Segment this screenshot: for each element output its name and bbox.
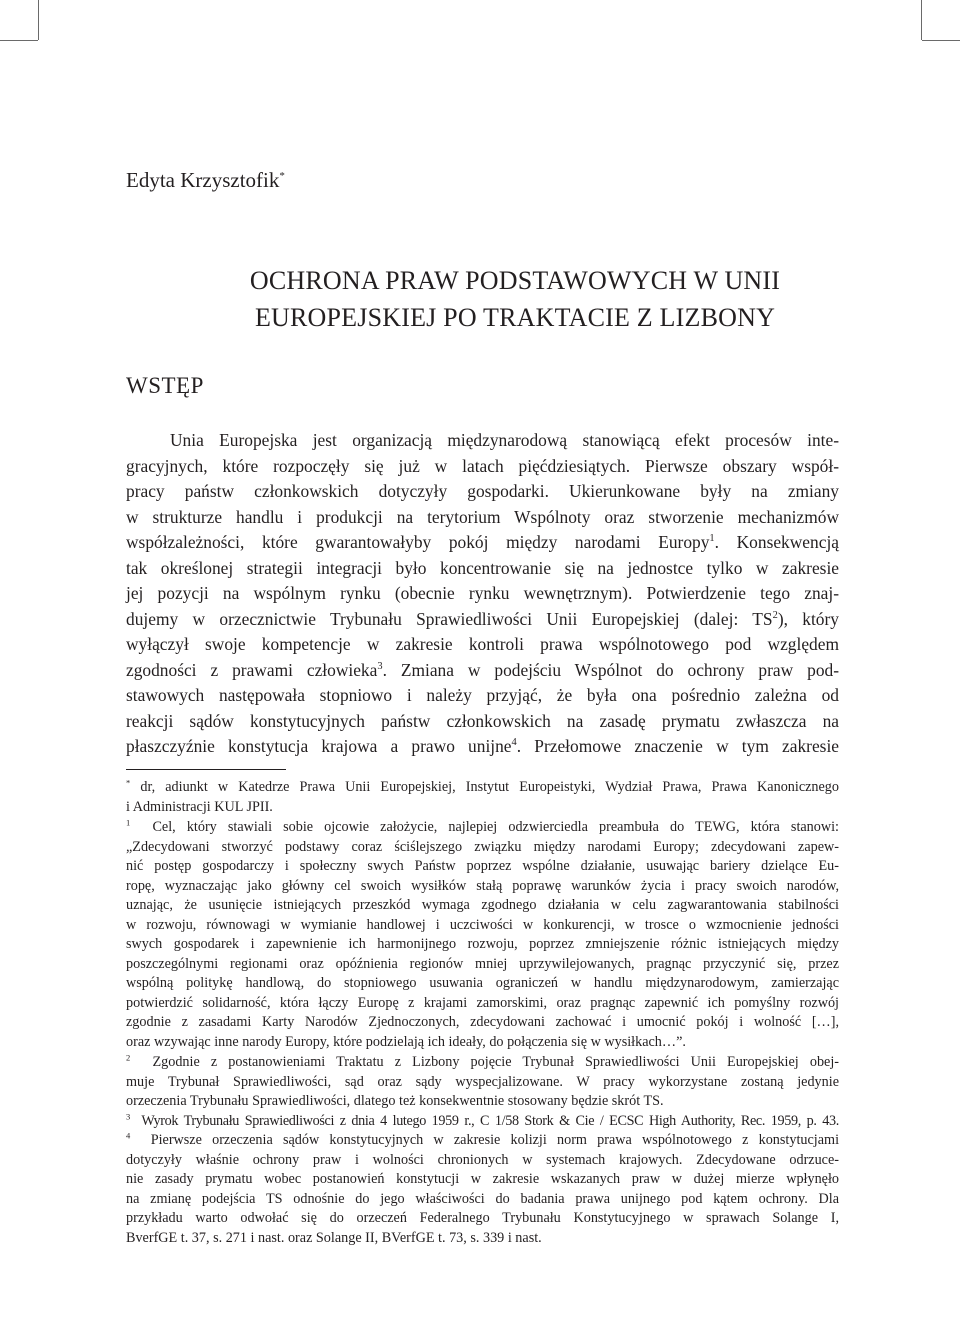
footnote-line [126,1131,839,1151]
footnote-line: orzeczenia Trybunału Sprawiedliwości, dlatego też konsekwentnie stosowany będzie skrót TS. [126,1093,664,1109]
body-line [126,530,839,556]
footnote-line: potwierdzić solidarność, która łączy Europę z krajami zamorskimi, oraz pragnąc zapewnić ich pomyślny rozwój [126,994,839,1011]
body-text-span: ), który [777,608,839,629]
footnote-line: i Administracji KUL JPII. [126,798,273,815]
body-line: tak określonej strategii integracji było koncentrowanie się na jednostce tylko w zakresie [126,557,839,578]
body-line: reakcji sądów konstytucyjnych państw członkowskich na zasadę prymatu zwłaszcza na [126,710,839,731]
footnote-line: nić postęp gospodarczy i społeczny swych Państw poprzez wspólne działanie, usuwając bariery dzielące Eu- [126,858,839,874]
footnote-number: 3 [126,1110,130,1121]
footnote-line: swych gospodarek i zapewnienie ich harmonijnego rozwoju, poprzez zmniejszenie różnic istniejących między [126,936,839,952]
footnote-number: 1 [126,817,131,828]
footnote-line: wspólną politykę handlową, do stopniowego usuwania ograniczeń w handlu międzynarodowym, zamierzając [126,975,839,991]
body-line: jej pozycji na wspólnym rynku (obecnie rynku wewnętrznym). Potwierdzenie tego znaj- [126,583,839,603]
footnote-line: ropę, wyznaczając jako główny cel swoich wysiłków stałą poprawę warunków życia i pracy swoich narodów, [126,877,839,894]
body-line: Unia Europejska jest organizacją międzynarodową stanowiącą efekt procesów inte- [170,430,839,450]
footnote-ref-3: 3 [377,660,383,672]
body-line: wyłączył swoje kompetencje w zakresie kontroli prawa wspólnotowego pod względem [126,634,839,654]
body-text-span: . Przełomowe znaczenie w tym zakresie [516,736,839,756]
footnote-line: przykładu warto odwołać się do orzeczeń Federalnego Trybunału Konstytucyjnego w sprawach Solange I, [126,1210,839,1226]
body-text [126,428,839,760]
footnote-line: BverfGE t. 37, s. 271 i nast. oraz Solange II, BVerfGE t. 73, s. 339 i nast. [126,1229,542,1246]
crop-mark-top-right-horizontal [922,40,960,41]
footnotes [126,778,839,1248]
author-name [126,168,285,193]
footnote-line: „Zdecydowani stworzyć podstawy coraz ściślejszego związku między narodami Europy; zdecydowani zapew- [126,838,839,855]
footnote-line: uznając, że usunięcie istniejących przeszkód wymaga zgodnego działania w celu zagwarantowania stabilności [126,897,839,913]
footnote-line: w rozwoju, równowagi w wymianie handlowej i uczciwości w konkurencji, w trosce o wzmocnienie jedności [126,916,839,933]
footnote-line: nie zasady prymatu wobec postanowień konstytucji w zakresie wskazanych praw w dużej mierze wpłynęło [126,1171,839,1187]
footnote-ref-1: 1 [709,533,715,545]
footnote-line [126,778,839,798]
footnote-text: dr, adiunkt w Katedrze Prawa Unii Europejskiej, Instytut Europeistyki, Wydział Prawa, Prawa Kanonicznego [130,779,839,795]
footnote-line: oraz wzywając inne narody Europy, które podzielają ich ideały, do połączenia się w wysiłkach…”. [126,1033,686,1050]
footnote-number: 4 [126,1130,131,1141]
footnote-line: poszczególnymi regionami oraz opóźnienia regionów mniej uprzywilejowanych, pragnąc przyczynić się, przez [126,955,839,972]
footnote-line: muje Trybunał Sprawiedliwości, sąd oraz sądy wyspecjalizowane. W pracy wykorzystane zostaną jedynie [126,1073,839,1090]
section-heading: WSTĘP [126,373,204,398]
footnote-line: dotyczyły właśnie ochrony praw i wolności chronionych w systemach krajowych. Zdecydowane odrzuce- [126,1151,839,1168]
crop-mark-top-left [38,0,39,40]
body-text-span: współzależności, które gwarantowałyby pokój między narodami Europy [126,532,710,552]
body-line [126,607,839,633]
body-text-span: . Konsekwencją [714,532,839,552]
body-text-span: zgodności z prawami człowieka [126,659,378,680]
article-title [200,262,830,336]
body-text-span: płaszczyźnie konstytucja krajowa a prawo unijne [126,736,512,756]
footnote-text: Zgodnie z postanowieniami Traktatu z Lizbony pojęcie Trybunał Sprawiedliwości Unii Europejskiej obej- [152,1054,839,1070]
body-line: pracy państw członkowskich dotyczyły gospodarki. Ukierunkowane były na zmiany [126,481,839,501]
author-name-text: Edyta Krzysztofik [126,168,280,192]
body-line: gracyjnych, które rozpoczęły się już w latach pięćdziesiątych. Pierwsze obszary współ- [126,455,839,476]
body-line [126,658,839,684]
footnote-mark: * [126,777,131,788]
crop-mark-top-left-horizontal [0,40,38,41]
footnote-line: zgodnie z zasadami Karty Narodów Zjednoczonych, zdecydowani zachować i umocnić pokój i wolność […], [126,1014,839,1030]
crop-mark-top-right [921,0,922,40]
body-text-span: . Zmiana w podejściu Wspólnot do ochrony praw pod- [382,659,839,680]
footnote-line [126,1053,839,1073]
footnote-ref-4: 4 [511,737,517,749]
footnote-line [126,818,839,838]
footnote-text: Cel, który stawiali sobie ojcowie założycie, najlepiej odzwierciedla preambuła do TEWG, która stanowi: [152,819,839,835]
body-line: stawowych następowała stopniowo i należy przyjąć, że była ona pośrednio zależna od [126,685,839,705]
title-line-1: OCHRONA PRAW PODSTAWOWYCH W UNII [249,266,781,295]
footnote-text: Pierwsze orzeczenia sądów konstytucyjnych w zakresie kolizji norm prawa wspólnotowego z konstytucjami [150,1132,840,1148]
body-line [126,734,839,760]
body-text-span: dujemy w orzecznictwie Trybunału Sprawiedliwości Unii Europejskiej (dalej: TS [126,608,773,629]
footnote-line [126,1112,839,1132]
footnote-text: Wyrok Trybunału Sprawiedliwości z dnia 4 lutego 1959 r., C 1/58 Stork & Cie / ECSC High Authority, Rec. 1959, p. 43. [141,1112,839,1129]
body-line: w strukturze handlu i produkcji na terytorium Wspólnoty oraz stworzenie mechanizmów [126,506,839,527]
footnote-separator [126,769,286,770]
footnote-number: 2 [126,1052,131,1063]
footnote-line: na zmianę podejścia TS odnośnie do jego właściwości do badania prawa unijnego pod kątem ochrony. Dla [126,1190,839,1207]
footnote-ref-2: 2 [772,609,778,621]
author-footnote-mark: * [279,170,285,182]
title-line-2: EUROPEJSKIEJ PO TRAKTACIE Z LIZBONY [254,303,776,332]
